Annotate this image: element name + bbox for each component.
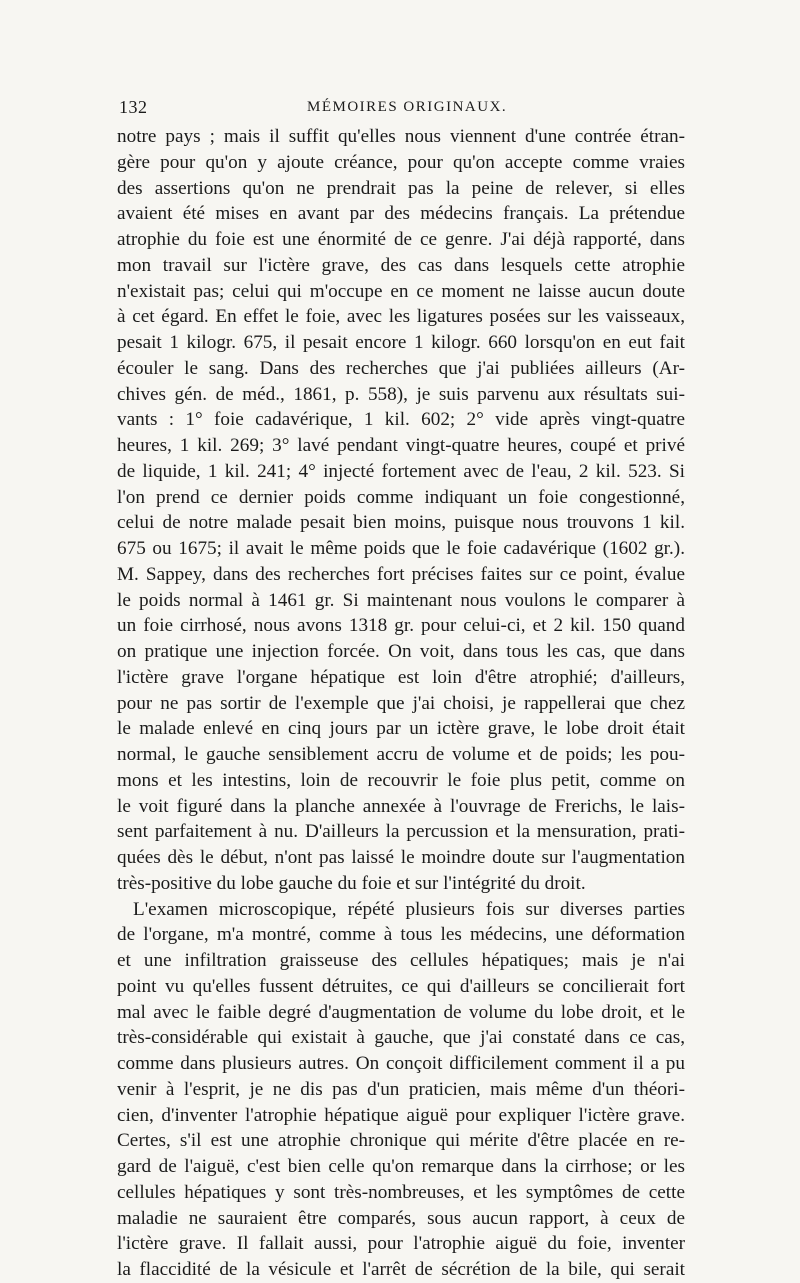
text-line: très-positive du lobe gauche du foie et sur l'intégrité du droit. <box>117 872 586 894</box>
book-page <box>117 92 685 1283</box>
text-line: quées dès le début, n'ont pas laissé le moindre doute sur l'augmentation <box>117 847 685 868</box>
text-line: Certes, s'il est une atrophie chronique qui mérite d'être placée en re- <box>117 1130 685 1152</box>
text-line: l'ictère grave. Il fallait aussi, pour l'atrophie aiguë du foie, inventer <box>117 1233 685 1255</box>
text-line: avaient été mises en avant par des médecins français. La prétendue <box>117 203 685 225</box>
text-line: mons et les intestins, loin de recouvrir le foie plus petit, comme on <box>117 769 685 791</box>
text-line: à cet égard. En effet le foie, avec les ligatures posées sur les vaisseaux, <box>117 306 685 328</box>
text-line: de l'organe, m'a montré, comme à tous les médecins, une déformation <box>117 924 685 946</box>
text-line: écouler le sang. Dans des recherches que j'ai publiées ailleurs (Ar- <box>117 357 685 379</box>
text-line: mon travail sur l'ictère grave, des cas dans lesquels cette atrophie <box>117 254 685 276</box>
text-line: celui de notre malade pesait bien moins, puisque nous trouvons 1 kil. <box>117 512 685 534</box>
text-line: on pratique une injection forcée. On voit, dans tous les cas, que dans <box>117 641 685 662</box>
text-line: l'ictère grave l'organe hépatique est loin d'être atrophié; d'ailleurs, <box>117 666 685 688</box>
text-line: pour ne pas sortir de l'exemple que j'ai choisi, je rappellerai que chez <box>117 692 685 714</box>
text-line: un foie cirrhosé, nous avons 1318 gr. pour celui-ci, et 2 kil. 150 quand <box>117 615 685 637</box>
text-line: vants : 1° foie cadavérique, 1 kil. 602; 2° vide après vingt-quatre <box>117 409 685 431</box>
text-line: mal avec le faible degré d'augmentation de volume du lobe droit, et le <box>117 1001 685 1023</box>
text-line: L'examen microscopique, répété plusieurs fois sur diverses parties <box>133 898 685 920</box>
text-line: cellules hépatiques y sont très-nombreuses, et les symptômes de cette <box>117 1181 685 1203</box>
body-text <box>117 124 685 1283</box>
text-line: le malade enlevé en cinq jours par un ictère grave, le lobe droit était <box>117 718 685 740</box>
text-line: très-considérable qui existait à gauche, que j'ai constaté dans ce cas, <box>117 1027 685 1049</box>
text-line: sent parfaitement à nu. D'ailleurs la percussion et la mensuration, prati- <box>117 821 685 843</box>
text-line: n'existait pas; celui qui m'occupe en ce moment ne laisse aucun doute <box>117 280 685 302</box>
text-line: point vu qu'elles fussent détruites, ce qui d'ailleurs se concilierait fort <box>117 975 685 997</box>
text-line: normal, le gauche sensiblement accru de volume et de poids; les pou- <box>117 744 685 765</box>
text-line: M. Sappey, dans des recherches fort précises faites sur ce point, évalue <box>117 563 685 585</box>
text-line: l'on prend ce dernier poids comme indiquant un foie congestionné, <box>117 486 685 508</box>
text-line: atrophie du foie est une énormité de ce genre. J'ai déjà rapporté, dans <box>117 229 685 250</box>
text-line: des assertions qu'on ne prendrait pas la peine de relever, si elles <box>117 177 685 199</box>
text-line: maladie ne sauraient être comparés, sous aucun rapport, à ceux de <box>117 1207 685 1229</box>
page-number: 132 <box>119 97 148 117</box>
text-line: le voit figuré dans la planche annexée à l'ouvrage de Frerichs, le lais- <box>117 795 685 817</box>
text-line: 675 ou 1675; il avait le même poids que le foie cadavérique (1602 gr.). <box>117 538 685 559</box>
text-line: et une infiltration graisseuse des cellules hépatiques; mais je n'ai <box>117 950 685 971</box>
text-line: gard de l'aiguë, c'est bien celle qu'on remarque dans la cirrhose; or les <box>117 1156 685 1177</box>
text-line: heures, 1 kil. 269; 3° lavé pendant vingt-quatre heures, coupé et privé <box>117 435 685 456</box>
text-line: le poids normal à 1461 gr. Si maintenant nous voulons le comparer à <box>117 589 685 611</box>
text-line: la flaccidité de la vésicule et l'arrêt de sécrétion de la bile, qui serait <box>117 1259 685 1280</box>
running-head <box>117 92 685 122</box>
text-line: cien, d'inventer l'atrophie hépatique aiguë pour expliquer l'ictère grave. <box>117 1104 685 1126</box>
text-line: pesait 1 kilogr. 675, il pesait encore 1 kilogr. 660 lorsqu'on en eut fait <box>117 332 685 353</box>
text-line: de liquide, 1 kil. 241; 4° injecté fortement avec de l'eau, 2 kil. 523. Si <box>117 460 685 482</box>
running-title: MÉMOIRES ORIGINAUX. <box>307 99 508 115</box>
text-line: notre pays ; mais il suffit qu'elles nous viennent d'une contrée étran- <box>117 126 685 147</box>
text-line: gère pour qu'on y ajoute créance, pour qu'on accepte comme vraies <box>117 151 685 173</box>
text-line: venir à l'esprit, je ne dis pas d'un praticien, mais même d'un théori- <box>117 1078 685 1100</box>
text-line: comme dans plusieurs autres. On conçoit difficilement comment il a pu <box>117 1053 685 1074</box>
text-line: chives gén. de méd., 1861, p. 558), je suis parvenu aux résultats sui- <box>117 383 685 405</box>
